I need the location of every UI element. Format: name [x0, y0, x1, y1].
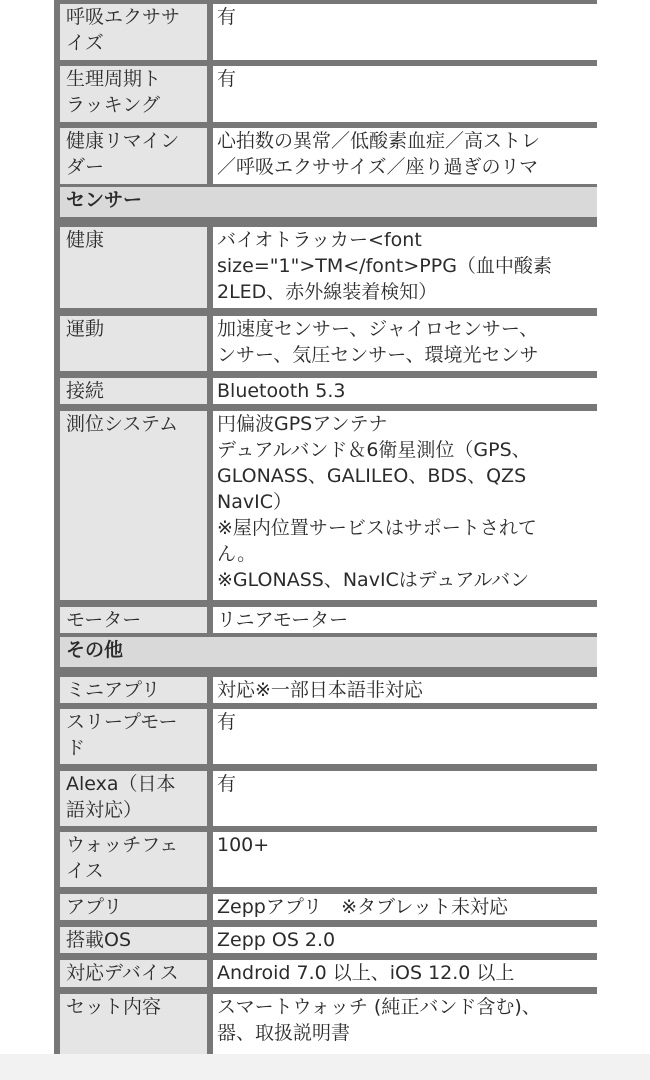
spec-label-line: ミニアプリ [66, 679, 161, 701]
spec-row [54, 988, 597, 1054]
spec-row [54, 122, 597, 184]
spec-label [60, 771, 207, 826]
spec-label-line: 運動 [66, 318, 105, 340]
spec-label-line: 健康 [66, 229, 105, 251]
spec-label [60, 832, 207, 887]
spec-row [54, 703, 597, 764]
spec-value-line: 100+ [217, 834, 270, 856]
spec-value-line: GLONASS、GALILEO、BDS、QZS [217, 465, 527, 487]
spec-value [213, 66, 597, 122]
spec-label-line: 生理周期ト [66, 68, 162, 90]
spec-value [213, 894, 597, 920]
spec-value [213, 771, 597, 826]
spec-label [60, 677, 207, 703]
spec-label-line: セット内容 [66, 996, 162, 1018]
spec-label-line: モーター [66, 609, 142, 631]
spec-label [60, 709, 207, 764]
spec-label [60, 960, 207, 987]
spec-label [60, 607, 207, 633]
spec-value-line: ん。 [217, 543, 257, 565]
spec-label-line: 健康リマイン [66, 130, 180, 152]
spec-label-line: イズ [66, 32, 104, 54]
spec-value-line: ※GLONASS、NavICはデュアルバン [217, 569, 530, 591]
spec-label-line: 測位システム [66, 413, 179, 435]
spec-value-line: スマートウォッチ (純正バンド含む)、 [217, 996, 541, 1018]
spec-label [60, 316, 207, 371]
spec-value [213, 378, 597, 404]
spec-value-line: ／呼吸エクササイズ／座り過ぎのリマ [217, 156, 539, 178]
spec-label-line: 呼吸エクササ [66, 6, 181, 28]
spec-row [54, 954, 597, 987]
spec-label-line: ド [66, 737, 86, 759]
spec-row [54, 921, 597, 953]
spec-row [54, 0, 597, 60]
spec-label [60, 894, 207, 920]
spec-label-line: アプリ [66, 896, 123, 918]
spec-value-line: Zepp OS 2.0 [217, 929, 336, 951]
spec-row [54, 601, 597, 633]
spec-value-line: NavIC） [217, 491, 292, 513]
spec-row [54, 310, 597, 371]
spec-row [54, 405, 597, 600]
spec-label-line: 語対応） [66, 799, 143, 821]
spec-value-line: Zeppアプリ ※タブレット未対応 [217, 896, 509, 918]
spec-value-line: 円偏波GPSアンテナ [217, 413, 388, 435]
section-heading: その他 [60, 637, 597, 667]
spec-value-line: ンサー、気圧センサー、環境光センサ [217, 344, 539, 366]
spec-row [54, 888, 597, 920]
page-bottom-strip [0, 1054, 650, 1080]
spec-value-line: 有 [217, 711, 237, 733]
spec-label-line: ダー [66, 156, 105, 178]
spec-value-line: 有 [217, 773, 237, 795]
spec-value-line: デュアルバンド＆6衛星測位（GPS、 [217, 439, 531, 461]
spec-table [54, 0, 597, 1054]
spec-value [213, 832, 597, 887]
spec-label-line: Alexa（日本 [66, 773, 176, 795]
spec-row [54, 221, 597, 308]
spec-value [213, 994, 597, 1054]
spec-value-line: 加速度センサー、ジャイロセンサー、 [217, 318, 539, 340]
spec-label-line: ラッキング [66, 94, 161, 116]
spec-value-line: 器、取扱説明書 [217, 1022, 351, 1044]
spec-value [213, 128, 597, 184]
spec-row [54, 60, 597, 122]
spec-value [213, 227, 597, 308]
spec-value-line: 対応※一部日本語非対応 [217, 679, 423, 701]
spec-value-line: リニアモーター [217, 609, 349, 631]
spec-label [60, 927, 207, 953]
spec-label [60, 411, 207, 600]
spec-label-line: 搭載OS [66, 929, 132, 951]
spec-label [60, 66, 207, 122]
spec-label [60, 4, 207, 60]
spec-value-line: 2LED、赤外線装着検知） [217, 281, 438, 303]
section-heading: センサー [60, 187, 597, 217]
spec-label-line: イス [66, 860, 104, 882]
spec-value [213, 960, 597, 987]
spec-value-line: Bluetooth 5.3 [217, 380, 346, 402]
spec-value-line: 心拍数の異常／低酸素血症／高ストレ [217, 130, 541, 152]
spec-value [213, 709, 597, 764]
spec-value [213, 4, 597, 60]
spec-label-line: ウォッチフェ [66, 834, 179, 856]
spec-value [213, 607, 597, 633]
spec-value-line: 有 [217, 68, 237, 90]
spec-row [54, 671, 597, 703]
spec-value [213, 927, 597, 953]
spec-label-line: スリープモー [66, 711, 178, 733]
spec-value [213, 411, 597, 600]
spec-row [54, 826, 597, 887]
spec-row [54, 372, 597, 404]
spec-value-line: バイオトラッカー<font [217, 229, 422, 251]
spec-value [213, 677, 597, 703]
spec-value-line: size="1">TM</font>PPG（血中酸素 [217, 255, 552, 277]
spec-value [213, 316, 597, 371]
spec-label [60, 128, 207, 184]
spec-value-line: ※屋内位置サービスはサポートされて [217, 517, 537, 539]
spec-label [60, 994, 207, 1054]
spec-row [54, 765, 597, 826]
spec-value-line: Android 7.0 以上、iOS 12.0 以上 [217, 962, 515, 984]
spec-label [60, 227, 207, 308]
spec-label-line: 接続 [66, 380, 105, 402]
spec-label [60, 378, 207, 404]
spec-label-line: 対応デバイス [66, 962, 179, 984]
spec-value-line: 有 [217, 6, 237, 28]
